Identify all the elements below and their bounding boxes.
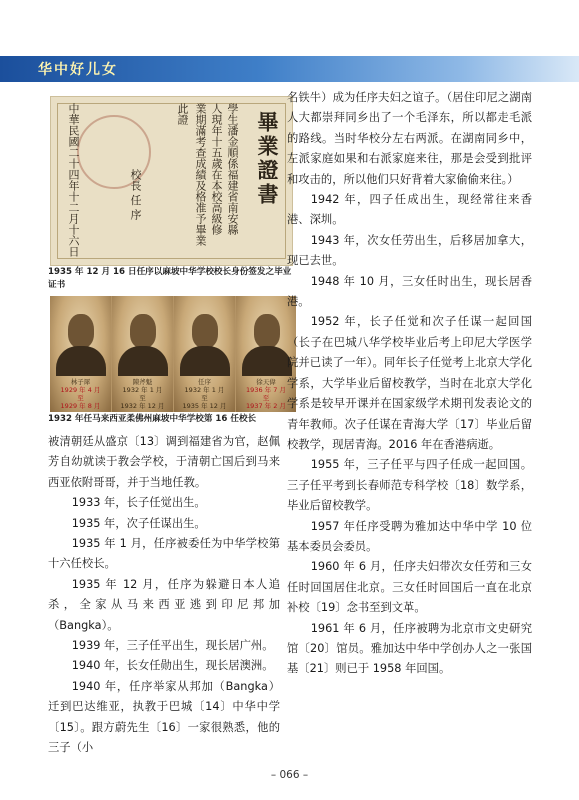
header-banner xyxy=(0,56,579,82)
portrait-body xyxy=(56,346,106,376)
section-title: 华中好儿女 xyxy=(38,62,118,78)
portrait xyxy=(174,296,235,412)
paragraph: 1957 年任序受聘为雅加达中华中学 10 位基本委员会委员。 xyxy=(287,519,532,553)
portrait xyxy=(112,296,173,412)
portrait-name: 陳斧魁 xyxy=(132,378,153,386)
portrait-term-start: 1932 年 1 月 xyxy=(122,386,163,394)
paragraph: 1939 年，三子任平出生，现长居广州。 xyxy=(71,639,274,653)
portrait-term-start: 1936 年 7 月 xyxy=(246,386,286,394)
certificate-line: 學生潘金順係福建省南安縣 xyxy=(226,103,239,235)
portrait-label xyxy=(53,378,108,410)
portrait-body xyxy=(180,346,230,376)
portrait-term-start: 1932 年 1 月 xyxy=(184,386,225,394)
certificate-caption: 1935 年 12 月 16 日任序以麻坡中华学校校长身份签发之毕业证书 xyxy=(48,267,292,290)
portrait-term-to: 至 xyxy=(201,394,208,402)
body-column-right xyxy=(287,88,532,680)
paragraph: 1955 年，三子任平与四子任成一起回国。三子任平考到长春师范专科学校〔18〕数学系，毕业后留校教学。 xyxy=(287,458,532,513)
paragraph: 1960 年 6 月，任序夫妇带次女任劳和三女任时回国居住北京。三女任时回国后一直在北京补校〔19〕念书至到文革。 xyxy=(287,560,532,615)
portrait-body xyxy=(118,346,168,376)
portrait-head xyxy=(68,314,94,348)
paragraph: 1948 年 10 月，三女任时出生，现长居香港。 xyxy=(287,274,532,309)
paragraph: 1935 年 12 月，任序为躲避日本人追杀，全家从马来西亚逃到印尼邦加（Bangka）。 xyxy=(48,577,280,632)
portrait-term-end: 1932 年 12 月 xyxy=(120,402,165,410)
portraits-caption: 1932 年任马来西亚柔佛州麻坡中华学校第 16 任校长 xyxy=(48,414,257,424)
paragraph: 1942 年，四子任成出生，现经常往来香港、深圳。 xyxy=(287,193,532,227)
portrait-body xyxy=(242,346,292,376)
portrait-label xyxy=(115,378,170,410)
portrait-label xyxy=(177,378,232,410)
paragraph: 1943 年，次女任劳出生，后移居加拿大，现已去世。 xyxy=(287,233,532,268)
paragraph: 1933 年，长子任觉出生。 xyxy=(71,496,206,510)
portrait-term-to: 至 xyxy=(262,394,270,402)
paragraph: 1961 年 6 月，任序被聘为北京市文史研究馆〔20〕馆员。雅加达中华中学创办人之一张国基〔21〕则已于 1958 年回国。 xyxy=(287,621,532,676)
portrait-label xyxy=(239,378,293,410)
graduation-certificate-photo xyxy=(50,96,293,266)
certificate-title: 畢業證書 xyxy=(255,111,280,207)
paragraph: 1952 年，长子任觉和次子任谋一起回国（长子在巴城八华学校毕业后考上印尼大学医学院并已读了一年）。同年长子任觉考上北京大学化学系，大学毕业后留校教学，当时在北京大学化学系是较早开课并在国家级学术期刊发表论文的青年教师。次子任谋在青海大学〔17〕毕业后留校教学，现居青海。2016 年在香港病逝。 xyxy=(287,315,532,451)
body-column-left xyxy=(48,432,280,759)
portrait-name: 徐天偉 xyxy=(256,378,276,386)
portrait-head xyxy=(192,314,218,348)
paragraph: 1935 年，次子任谋出生。 xyxy=(71,516,206,530)
certificate-line: 此證 xyxy=(176,103,189,125)
portrait-term-end: 1935 年 12 月 xyxy=(182,402,227,410)
paragraph: 名铁牛）成为任序夫妇之谊子。（居住印尼之湖南人大都崇拜同乡出了一个毛泽东，所以都走毛派的路线。当时华校分左右两派。在湖南同乡中，左派家庭如果和右派家庭来往，那是会受到批评和攻击的，所以他们只好背着大家偷偷来往。） xyxy=(287,91,532,186)
portrait-term-to: 至 xyxy=(139,394,146,402)
paragraph: 被清朝廷从盛京〔13〕调到福建省为官，赵佩芳自幼就读于教会学校，于清朝亡国后到马来西亚依附哥哥，并于当地任教。 xyxy=(48,435,280,489)
paragraph: 1935 年 1 月，任序被委任为中华学校第十六任校长。 xyxy=(48,537,280,571)
portrait-head xyxy=(254,314,280,348)
portrait-name: 任序 xyxy=(198,378,211,386)
paragraph: 1940 年，长女任勋出生，现长居澳洲。 xyxy=(71,659,274,673)
certificate-line: 業期滿考查成績及格准予畢業 xyxy=(194,103,207,246)
page-number: – 066 – xyxy=(270,769,309,781)
portrait-name: 林子犀 xyxy=(70,378,91,386)
portrait-term-to: 至 xyxy=(77,394,84,402)
certificate-date: 中華民國二十四年十二月十六日 xyxy=(67,103,80,257)
portrait-term-end: 1937 年 2 月 xyxy=(246,402,286,410)
certificate-line: 人現年十五歲在本校高級修 xyxy=(210,103,223,235)
paragraph: 1940 年，任序举家从邦加（Bangka）迁到巴达维亚，执教于巴城〔14〕中华中学〔15〕。跟方蔚先生〔16〕一家很熟悉，他的三子（小 xyxy=(48,679,280,755)
portrait-term-start: 1929 年 4 月 xyxy=(60,386,101,394)
portrait-term-end: 1929 年 8 月 xyxy=(60,402,101,410)
portrait xyxy=(50,296,111,412)
portrait-head xyxy=(130,314,156,348)
principal-portraits xyxy=(50,296,296,412)
certificate-principal: 校長 任 序 xyxy=(129,169,142,220)
